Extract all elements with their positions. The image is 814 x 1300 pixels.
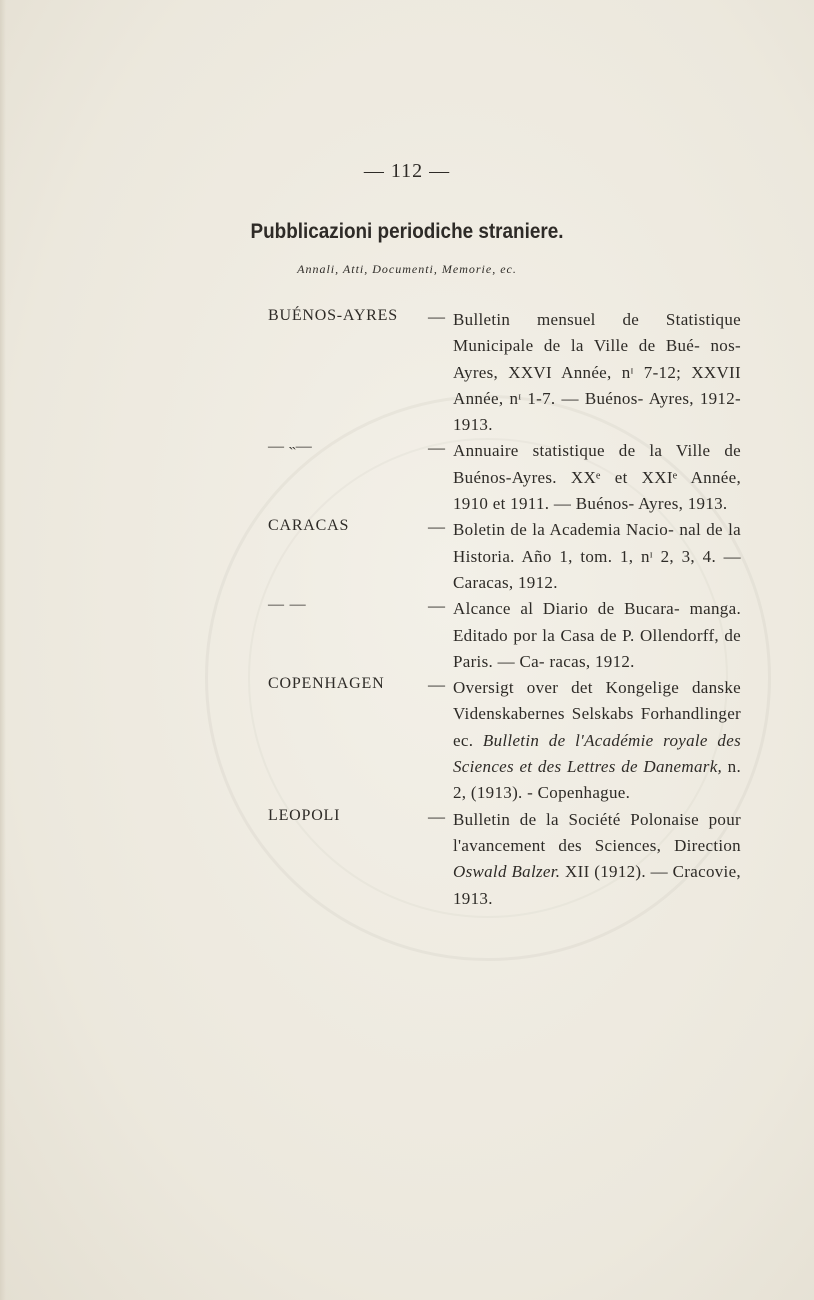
entry-line: Bulletin mensuel de Statistique	[453, 310, 741, 329]
entry-description	[453, 596, 741, 675]
page-number: — 112 —	[363, 160, 451, 182]
entry-buenos-ayres-bulletin	[0, 307, 814, 438]
entry-line: (1913). - Copenhague.	[470, 783, 631, 803]
entry-dash: —	[428, 438, 445, 458]
entry-place: COPENHAGEN	[268, 675, 385, 693]
entry-place: — —	[268, 596, 307, 614]
entry-line: nᶦ 2, 3, 4. — Caracas, 1912.	[453, 546, 741, 592]
entry-line: Alcance al Diario de Bucara-	[453, 599, 680, 619]
entry-line-italic: l'Académie royale des Sciences et	[453, 730, 741, 777]
entry-line: de Buénos-Ayres. XXᵉ et XXIᵉ	[453, 441, 741, 487]
entry-line: nal de la Historia. Año 1, tom. 1,	[453, 520, 741, 566]
entry-dash: —	[428, 675, 445, 695]
entry-line: Bulletin de la Société Polonaise	[453, 809, 700, 829]
entry-line: pour l'avancement des Sciences,	[453, 809, 741, 855]
entry-description	[453, 807, 741, 912]
entry-line: (1912). — Cracovie, 1913.	[453, 862, 741, 908]
entry-line: XII	[565, 862, 590, 882]
entry-line: Annuaire statistique de la Ville	[453, 441, 711, 461]
entry-line-italic: des Lettres de Danemark,	[537, 757, 723, 777]
entry-line: nos-Ayres, XXVI Année, nᶦ 7-12;	[453, 336, 741, 382]
entry-copenhagen-oversigt	[0, 675, 814, 806]
entry-dash: —	[428, 806, 445, 826]
entry-caracas-boletin	[0, 517, 814, 596]
entry-place: CARACAS	[268, 517, 350, 535]
entry-line: XXVII Année, nᶦ 1-7. — Buénos-	[453, 362, 741, 408]
page-subtitle: Annali, Atti, Documenti, Memorie, ec.	[297, 262, 517, 276]
entry-line: Boletin de la Academia Nacio-	[453, 520, 675, 540]
entry-description	[453, 675, 741, 806]
entry-dash: —	[428, 517, 445, 537]
entry-buenos-ayres-annuaire	[0, 438, 814, 517]
entry-line: P. Ollendorff, de Paris. — Ca-	[453, 625, 741, 671]
entry-line: Municipale de la Ville de Bué-	[453, 336, 701, 356]
entry-line-italic: Oswald Balzer.	[453, 862, 561, 882]
entry-line: Forhandlinger ec.	[453, 704, 741, 750]
entry-place: LEOPOLI	[268, 806, 341, 824]
entry-line: danske Videnskabernes Selskabs	[453, 678, 741, 724]
entry-description	[453, 438, 741, 517]
entry-line: n. 2,	[453, 757, 741, 803]
entry-description	[453, 517, 741, 596]
entry-description	[453, 307, 741, 438]
entry-place: — ˵—	[268, 438, 313, 456]
entry-line: Année, 1910 et 1911. — Buénos-	[453, 467, 741, 514]
entry-line: Direction	[674, 835, 741, 855]
entry-line: Ayres, 1912-1913.	[453, 388, 741, 435]
entry-dash: —	[428, 596, 445, 616]
entry-line: Oversigt over det Kongelige	[453, 678, 680, 698]
entry-line: Ayres, 1913.	[638, 494, 728, 514]
page-title: Pubblicazioni periodiche straniere.	[250, 220, 564, 243]
entry-line: manga. Editado por la Casa de	[453, 599, 741, 645]
entry-caracas-alcance	[0, 596, 814, 675]
entry-leopoli-bulletin	[0, 807, 814, 912]
entry-dash: —	[428, 307, 445, 326]
entry-line: racas, 1912.	[549, 651, 635, 671]
entries-list	[0, 307, 814, 912]
entry-line-italic: Bulletin de	[482, 730, 566, 750]
entry-place: BUÉNOS-AYRES	[268, 307, 398, 324]
